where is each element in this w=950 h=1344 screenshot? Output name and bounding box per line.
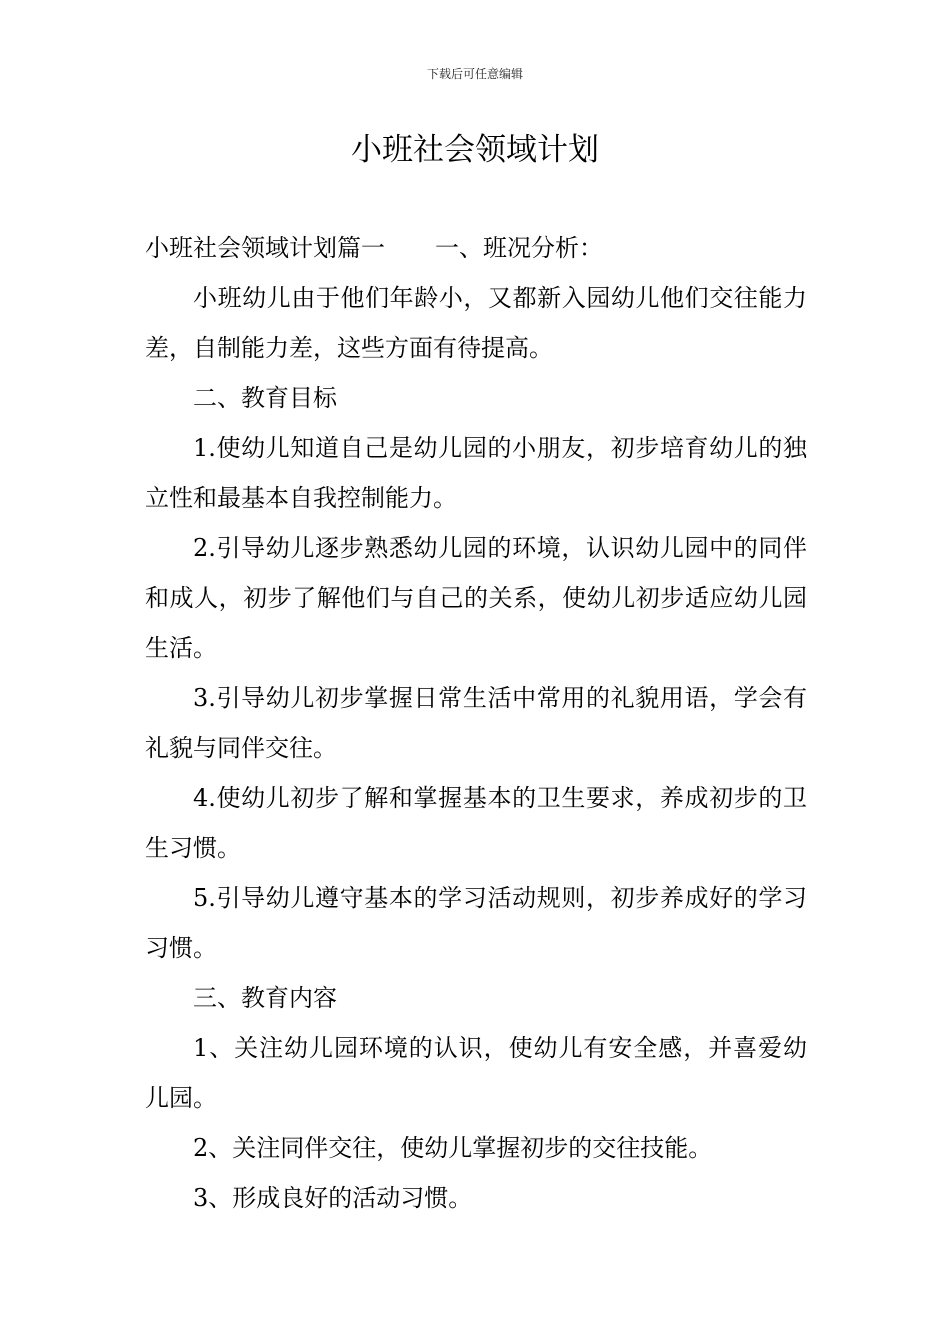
goal-item-4: 4.使幼儿初步了解和掌握基本的卫生要求，养成初步的卫生习惯。 — [145, 784, 807, 862]
paragraph-class-analysis: 小班幼儿由于他们年龄小，又都新入园幼儿他们交往能力差，自制能力差，这些方面有待提高。 — [145, 284, 807, 362]
goal-item-3: 3.引导幼儿初步掌握日常生活中常用的礼貌用语，学会有礼貌与同伴交往。 — [145, 684, 807, 762]
heading-education-goals: 二、教育目标 — [193, 384, 337, 412]
heading-education-content: 三、教育内容 — [193, 984, 337, 1012]
goal-item-2: 2.引导幼儿逐步熟悉幼儿园的环境，认识幼儿园中的同伴和成人，初步了解他们与自己的关系，使幼儿初步适应幼儿园生活。 — [145, 534, 807, 662]
intro-heading: 一、班况分析： — [435, 234, 603, 262]
content-item-1: 1、关注幼儿园环境的认识，使幼儿有安全感，并喜爱幼儿园。 — [145, 1034, 807, 1112]
document-title: 小班社会领域计划 — [351, 132, 599, 168]
goal-item-5: 5.引导幼儿遵守基本的学习活动规则，初步养成好的学习习惯。 — [145, 884, 807, 962]
content-item-3: 3、形成良好的活动习惯。 — [193, 1184, 473, 1212]
document-body — [145, 223, 807, 1223]
goal-item-1: 1.使幼儿知道自己是幼儿园的小朋友，初步培育幼儿的独立性和最基本自我控制能力。 — [145, 434, 807, 512]
content-item-2: 2、关注同伴交往，使幼儿掌握初步的交往技能。 — [193, 1134, 713, 1162]
intro-section-title: 小班社会领域计划篇一 — [145, 234, 385, 262]
header-note: 下载后可任意编辑 — [426, 67, 523, 81]
intro-line — [145, 223, 807, 273]
